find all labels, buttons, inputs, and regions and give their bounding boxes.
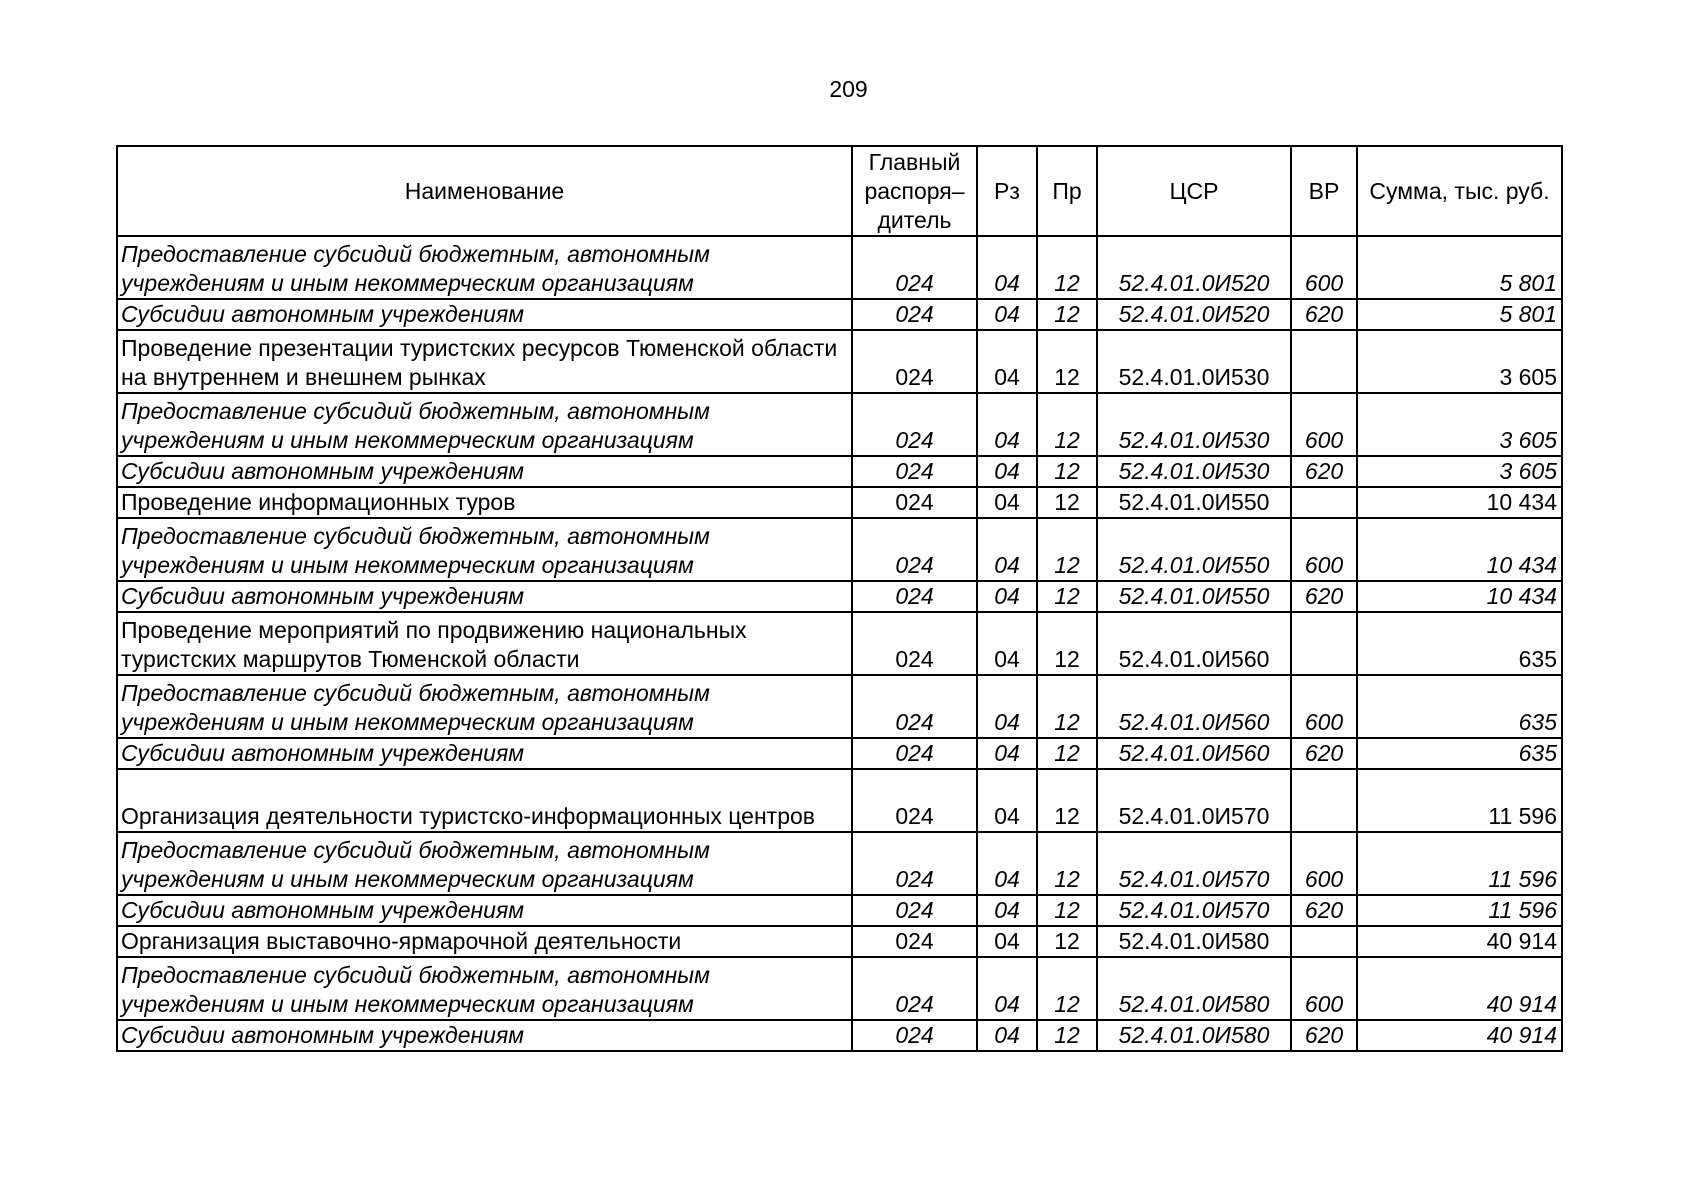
cell-chief-administrator: 024 [852,487,977,518]
cell-pr: 12 [1037,581,1097,612]
table-row [117,612,1562,675]
cell-pr: 12 [1037,1020,1097,1051]
cell-rz: 04 [977,926,1037,957]
cell-sum: 40 914 [1357,957,1562,1020]
cell-sum: 5 801 [1357,236,1562,299]
cell-vr: 600 [1291,957,1357,1020]
cell-csr: 52.4.01.0И580 [1097,1020,1291,1051]
cell-chief-administrator: 024 [852,518,977,581]
cell-pr: 12 [1037,330,1097,393]
cell-chief-administrator: 024 [852,330,977,393]
cell-name: Организация деятельности туристско-информационных центров [117,769,852,832]
header-chief-administrator: Главный распоря–дитель [852,146,977,236]
cell-vr: 600 [1291,393,1357,456]
cell-vr: 620 [1291,299,1357,330]
cell-rz: 04 [977,518,1037,581]
cell-name: Предоставление субсидий бюджетным, автономным учреждениям и иным некоммерческим организациям [117,832,852,895]
cell-sum: 635 [1357,612,1562,675]
header-vr: ВР [1291,146,1357,236]
cell-vr: 600 [1291,236,1357,299]
cell-csr: 52.4.01.0И520 [1097,236,1291,299]
cell-vr: 600 [1291,675,1357,738]
cell-rz: 04 [977,832,1037,895]
cell-vr: 620 [1291,1020,1357,1051]
cell-pr: 12 [1037,675,1097,738]
cell-name: Субсидии автономным учреждениям [117,895,852,926]
cell-pr: 12 [1037,518,1097,581]
cell-chief-administrator: 024 [852,895,977,926]
table-row [117,957,1562,1020]
cell-csr: 52.4.01.0И550 [1097,581,1291,612]
cell-name: Предоставление субсидий бюджетным, автономным учреждениям и иным некоммерческим организациям [117,675,852,738]
cell-vr: 600 [1291,518,1357,581]
cell-sum: 40 914 [1357,926,1562,957]
cell-rz: 04 [977,895,1037,926]
cell-name: Проведение информационных туров [117,487,852,518]
table-row [117,926,1562,957]
header-csr: ЦСР [1097,146,1291,236]
cell-vr: 620 [1291,738,1357,769]
cell-rz: 04 [977,738,1037,769]
table-row [117,299,1562,330]
cell-vr: 620 [1291,895,1357,926]
cell-name: Субсидии автономным учреждениям [117,299,852,330]
cell-pr: 12 [1037,832,1097,895]
cell-sum: 11 596 [1357,895,1562,926]
table-row [117,769,1562,832]
cell-csr: 52.4.01.0И560 [1097,675,1291,738]
cell-sum: 10 434 [1357,487,1562,518]
cell-pr: 12 [1037,769,1097,832]
cell-chief-administrator: 024 [852,456,977,487]
header-pr: Пр [1037,146,1097,236]
cell-name: Субсидии автономным учреждениям [117,1020,852,1051]
cell-vr [1291,926,1357,957]
cell-csr: 52.4.01.0И530 [1097,456,1291,487]
cell-name: Субсидии автономным учреждениям [117,456,852,487]
cell-csr: 52.4.01.0И560 [1097,738,1291,769]
cell-chief-administrator: 024 [852,738,977,769]
cell-sum: 11 596 [1357,769,1562,832]
table-row [117,895,1562,926]
cell-chief-administrator: 024 [852,612,977,675]
cell-rz: 04 [977,393,1037,456]
cell-csr: 52.4.01.0И530 [1097,393,1291,456]
table-row [117,487,1562,518]
cell-rz: 04 [977,456,1037,487]
budget-table [116,145,1563,1052]
table-row [117,675,1562,738]
cell-pr: 12 [1037,612,1097,675]
header-rz: Рз [977,146,1037,236]
cell-chief-administrator: 024 [852,675,977,738]
cell-chief-administrator: 024 [852,926,977,957]
table-row [117,1020,1562,1051]
cell-name: Субсидии автономным учреждениям [117,581,852,612]
cell-name: Субсидии автономным учреждениям [117,738,852,769]
cell-name: Проведение презентации туристских ресурсов Тюменской области на внутреннем и внешнем рынках [117,330,852,393]
cell-sum: 10 434 [1357,518,1562,581]
cell-sum: 635 [1357,675,1562,738]
cell-csr: 52.4.01.0И550 [1097,487,1291,518]
cell-sum: 635 [1357,738,1562,769]
cell-name: Предоставление субсидий бюджетным, автономным учреждениям и иным некоммерческим организациям [117,518,852,581]
cell-vr: 620 [1291,456,1357,487]
cell-csr: 52.4.01.0И550 [1097,518,1291,581]
cell-rz: 04 [977,675,1037,738]
cell-chief-administrator: 024 [852,581,977,612]
cell-pr: 12 [1037,957,1097,1020]
cell-csr: 52.4.01.0И580 [1097,926,1291,957]
cell-pr: 12 [1037,895,1097,926]
table-row [117,236,1562,299]
table-header-row [117,146,1562,236]
table-row [117,456,1562,487]
cell-name: Предоставление субсидий бюджетным, автономным учреждениям и иным некоммерческим организациям [117,393,852,456]
table-row [117,738,1562,769]
cell-csr: 52.4.01.0И570 [1097,832,1291,895]
table-body [117,236,1562,1051]
cell-chief-administrator: 024 [852,299,977,330]
cell-pr: 12 [1037,456,1097,487]
cell-pr: 12 [1037,236,1097,299]
cell-sum: 10 434 [1357,581,1562,612]
cell-sum: 3 605 [1357,393,1562,456]
cell-pr: 12 [1037,487,1097,518]
cell-rz: 04 [977,236,1037,299]
cell-sum: 5 801 [1357,299,1562,330]
cell-csr: 52.4.01.0И570 [1097,895,1291,926]
cell-rz: 04 [977,957,1037,1020]
cell-chief-administrator: 024 [852,393,977,456]
cell-rz: 04 [977,612,1037,675]
table-row [117,330,1562,393]
cell-vr: 620 [1291,581,1357,612]
table-row [117,518,1562,581]
cell-csr: 52.4.01.0И580 [1097,957,1291,1020]
cell-chief-administrator: 024 [852,236,977,299]
cell-sum: 3 605 [1357,456,1562,487]
cell-vr [1291,330,1357,393]
cell-rz: 04 [977,769,1037,832]
cell-pr: 12 [1037,738,1097,769]
cell-rz: 04 [977,330,1037,393]
page-number: 209 [829,76,868,102]
cell-rz: 04 [977,581,1037,612]
table-row [117,393,1562,456]
cell-name: Организация выставочно-ярмарочной деятельности [117,926,852,957]
cell-csr: 52.4.01.0И530 [1097,330,1291,393]
cell-csr: 52.4.01.0И570 [1097,769,1291,832]
cell-rz: 04 [977,1020,1037,1051]
cell-chief-administrator: 024 [852,832,977,895]
header-name: Наименование [117,146,852,236]
cell-name: Предоставление субсидий бюджетным, автономным учреждениям и иным некоммерческим организациям [117,236,852,299]
table-row [117,581,1562,612]
cell-name: Проведение мероприятий по продвижению национальных туристских маршрутов Тюменской области [117,612,852,675]
cell-rz: 04 [977,487,1037,518]
header-sum: Сумма, тыс. руб. [1357,146,1562,236]
cell-csr: 52.4.01.0И520 [1097,299,1291,330]
cell-sum: 40 914 [1357,1020,1562,1051]
cell-rz: 04 [977,299,1037,330]
cell-vr [1291,769,1357,832]
table-row [117,832,1562,895]
cell-sum: 3 605 [1357,330,1562,393]
cell-chief-administrator: 024 [852,1020,977,1051]
cell-name: Предоставление субсидий бюджетным, автономным учреждениям и иным некоммерческим организациям [117,957,852,1020]
cell-vr [1291,487,1357,518]
cell-vr: 600 [1291,832,1357,895]
cell-chief-administrator: 024 [852,957,977,1020]
cell-pr: 12 [1037,926,1097,957]
cell-sum: 11 596 [1357,832,1562,895]
cell-pr: 12 [1037,299,1097,330]
cell-pr: 12 [1037,393,1097,456]
cell-csr: 52.4.01.0И560 [1097,612,1291,675]
cell-chief-administrator: 024 [852,769,977,832]
cell-vr [1291,612,1357,675]
